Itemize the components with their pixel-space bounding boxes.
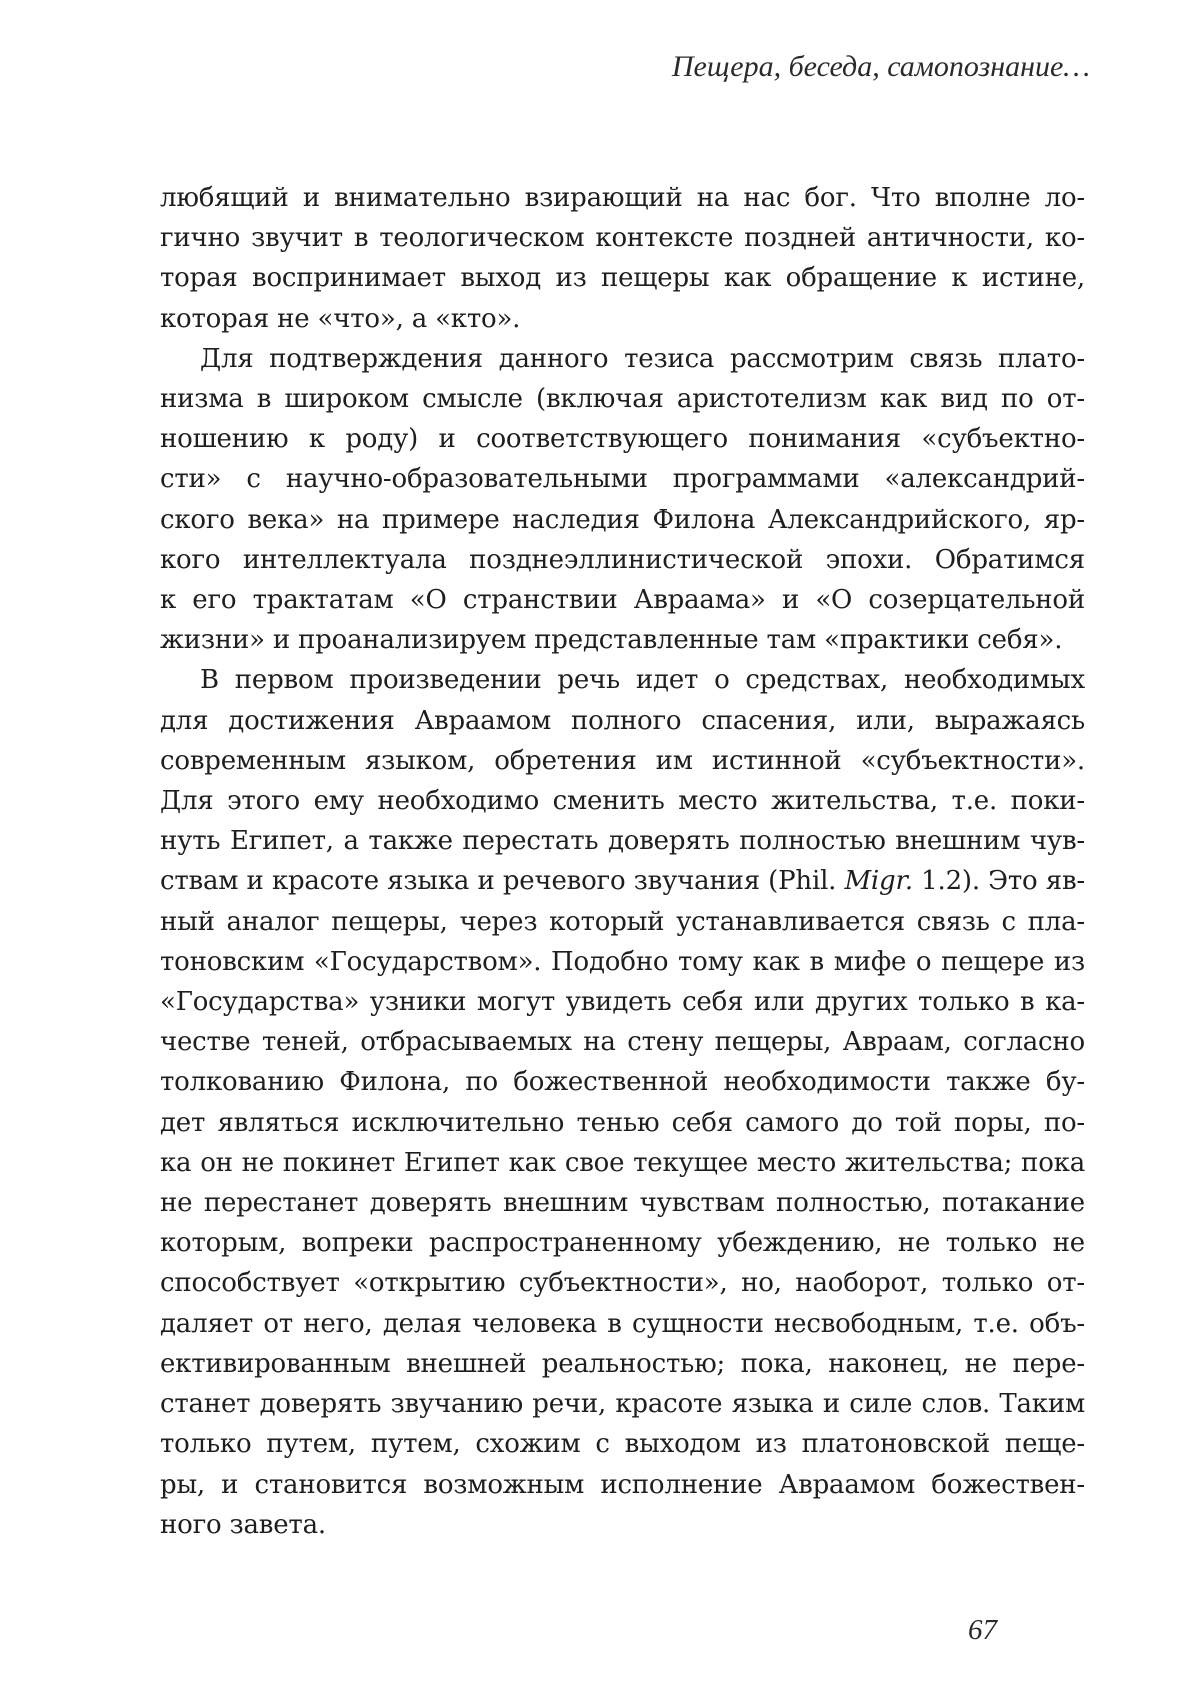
- body-text: [160, 178, 1085, 1545]
- text-line: ка он не покинет Египет как свое текущее место жительства; пока: [160, 1147, 1085, 1178]
- text-line: кого интеллектуала позднеэллинистической эпохи. Обратимся: [160, 544, 1085, 575]
- text-line: Для подтверждения данного тезиса рассмотрим связь плато-: [200, 343, 1085, 374]
- text-line: жизни» и проанализируем представленные там «практики себя».: [160, 625, 1063, 656]
- text-line: торая воспринимает выход из пещеры как обращение к истине,: [160, 263, 1085, 294]
- text-line: способствует «открытию субъектности», но, наоборот, только от-: [160, 1268, 1085, 1299]
- text-line: ного завета.: [160, 1509, 326, 1540]
- text-line: которым, вопреки распространенному убеждению, не только не: [160, 1228, 1085, 1259]
- text-line: для достижения Авраамом полного спасения, или, выражаясь: [160, 705, 1085, 736]
- text-line: станет доверять звучанию речи, красоте языка и силе слов. Таким: [160, 1389, 1085, 1420]
- text-line: любящий и внимательно взирающий на нас бог. Что вполне ло-: [160, 183, 1085, 213]
- text-line: толкованию Филона, по божественной необходимости также бу-: [160, 1067, 1085, 1098]
- text-line: нуть Египет, а также перестать доверять полностью внешним чув-: [160, 826, 1085, 857]
- text-segment: 1.2). Это яв-: [912, 866, 1085, 897]
- text-line: современным языком, обретения им истинной «субъектности».: [160, 745, 1085, 776]
- text-line: «Государства» узники могут увидеть себя или других только в ка-: [160, 987, 1085, 1018]
- text-line: честве теней, отбрасываемых на стену пещеры, Авраам, согласно: [160, 1027, 1085, 1058]
- text-line: к его трактатам «О странствии Авраама» и «О созерцательной: [160, 585, 1085, 616]
- text-line: Для этого ему необходимо сменить место жительства, т.е. поки-: [160, 786, 1085, 817]
- text-line: ры, и становится возможным исполнение Авраамом божествен-: [160, 1469, 1085, 1500]
- text-line: тоновским «Государством». Подобно тому как в мифе о пещере из: [160, 946, 1085, 977]
- text-line: дет являться исключительно тенью себя самого до той поры, по-: [160, 1107, 1085, 1138]
- text-line: не перестанет доверять внешним чувствам полностью, потакание: [160, 1188, 1085, 1219]
- text-line: ношению к роду) и соответствующего понимания «субъектно-: [160, 424, 1085, 455]
- text-line: ского века» на примере наследия Филона Александрийского, яр-: [160, 504, 1085, 535]
- text-line: даляет от него, делая человека в сущности несвободным, т.е. объ-: [160, 1308, 1085, 1339]
- text-line: которая не «что», а «кто».: [160, 303, 521, 334]
- text-line: сти» с научно-образовательными программами «александрий-: [160, 464, 1085, 495]
- text-line: ный аналог пещеры, через который устанавливается связь с пла-: [160, 906, 1085, 937]
- text-line: низма в широком смысле (включая аристотелизм как вид по от-: [160, 384, 1085, 415]
- page-number: 67: [968, 1614, 997, 1646]
- text-segment: ствам и красоте языка и речевого звучания (Phil.: [160, 866, 845, 897]
- running-head-title: Пещера, беседа, самопознание…: [671, 50, 1090, 83]
- citation-abbrev: Migr.: [844, 866, 913, 897]
- text-line: гично звучит в теологическом контексте поздней античности, ко-: [160, 223, 1085, 254]
- text-line: В первом произведении речь идет о средствах, необходимых: [200, 665, 1085, 696]
- text-line: ективированным внешней реальностью; пока, наконец, не пере-: [160, 1348, 1085, 1379]
- text-line: [160, 861, 1085, 901]
- text-line: только путем, путем, схожим с выходом из платоновской пеще-: [160, 1429, 1085, 1460]
